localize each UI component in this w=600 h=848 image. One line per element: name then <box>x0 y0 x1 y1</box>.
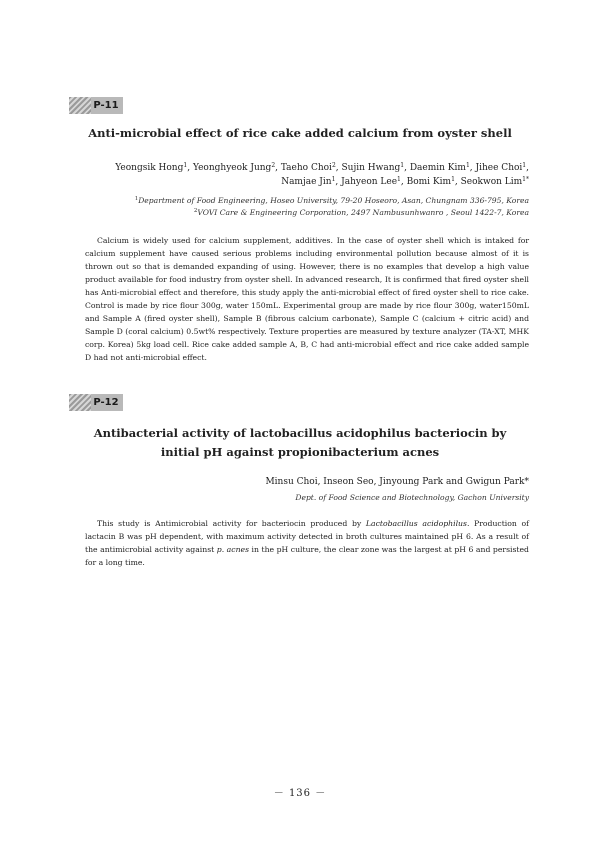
affiliation-line: Dept. of Food Science and Biotechnology, Gachon University <box>295 493 529 502</box>
author-list <box>109 161 529 189</box>
abstract-title <box>60 424 540 462</box>
abstract-code-badge <box>69 97 123 114</box>
author: Seokwon Lim$^{1*}$ <box>460 176 529 187</box>
author-list: Minsu Choi, Inseon Seo, Jinyoung Park and Gwigun Park* <box>265 477 529 487</box>
abstract-body: Calcium is widely used for calcium supplement, additives. In the case of oyster shell which is intaked for calcium supplement have caused serious problems including environmental pollution because almost of it is thrown out so that is demanded expanding of using. However, there is no examples that develop a high value product available for food industry from oyster shell. In advanced research, It is confirmed that fired oyster shell has Anti-microbial effect and therefore, this study apply the anti-microbial effect of fired oyster shell to rice cake. Control is made by rice flour 300g, water 150mL. Experimental group are made by rice flour 300g, water150mL and Sample A (fired oyster shell), Sample B (fibrous calcium carbonate), Sample C (calcium + citric acid) and Sample D (coral calcium) 0.5wt% respectively. Texture properties are measured by texture analyzer (TA-XT, MHK corp. Korea) 5kg load cell. Rice cake added sample A, B, C had anti-microbial effect and rice cake added sample D had not anti-microbial effect. <box>85 236 529 362</box>
species-name: Lactobacillus acidophilus <box>365 519 467 528</box>
author: Yeonghyeok Jung$^2$, <box>192 162 281 173</box>
abstract-title: Anti-microbial effect of rice cake added calcium from oyster shell <box>88 126 512 140</box>
author: Jihee Choi$^1$, <box>475 162 529 173</box>
affiliation-line: $^2$VOVI Care & Engineering Corporation, 2497 Nambusunhwanro , Seoul 1422-7, Korea <box>193 207 529 217</box>
species-name: p. acnes <box>216 545 250 554</box>
badge-stripes <box>69 97 91 114</box>
author: Jahyeon Lee$^1$, <box>341 176 407 187</box>
affiliation-line: $^1$Department of Food Engineering, Hoseo University, 79-20 Hoseoro, Asan, Chungnam 336-795, Korea <box>134 196 529 205</box>
author: Sujin Hwang$^1$, <box>341 162 410 173</box>
abstract-code-badge <box>69 394 123 411</box>
abstract-code: P-12 <box>93 397 119 408</box>
affiliations <box>69 195 529 218</box>
author: Namjae Jin$^1$, <box>281 176 342 187</box>
author: Yeongsik Hong$^1$, <box>115 162 193 173</box>
page-number: － 136 － <box>273 788 327 799</box>
badge-stripes <box>69 394 91 411</box>
author: Bomi Kim$^1$, <box>406 176 461 187</box>
abstract-body: This study is Antimicrobial activity for bacteriocin produced by Lactobacillus acidophilus. Production of lactacin B was pH dependent, with maximum activity detected in broth cultures maintained pH 6. As a result of the antimicrobial activity against p. acnes in the pH culture, the clear zone was the largest at pH 6 and persisted for a long time. <box>85 519 529 567</box>
title-line: Antibacterial activity of lactobacillus acidophilus bacteriocin by <box>93 426 507 440</box>
author: Taeho Choi$^2$, <box>280 162 342 173</box>
author: Daemin Kim$^1$, <box>409 162 476 173</box>
title-line: initial pH against propionibacterium acnes <box>160 445 440 459</box>
abstract-code: P-11 <box>93 100 119 111</box>
